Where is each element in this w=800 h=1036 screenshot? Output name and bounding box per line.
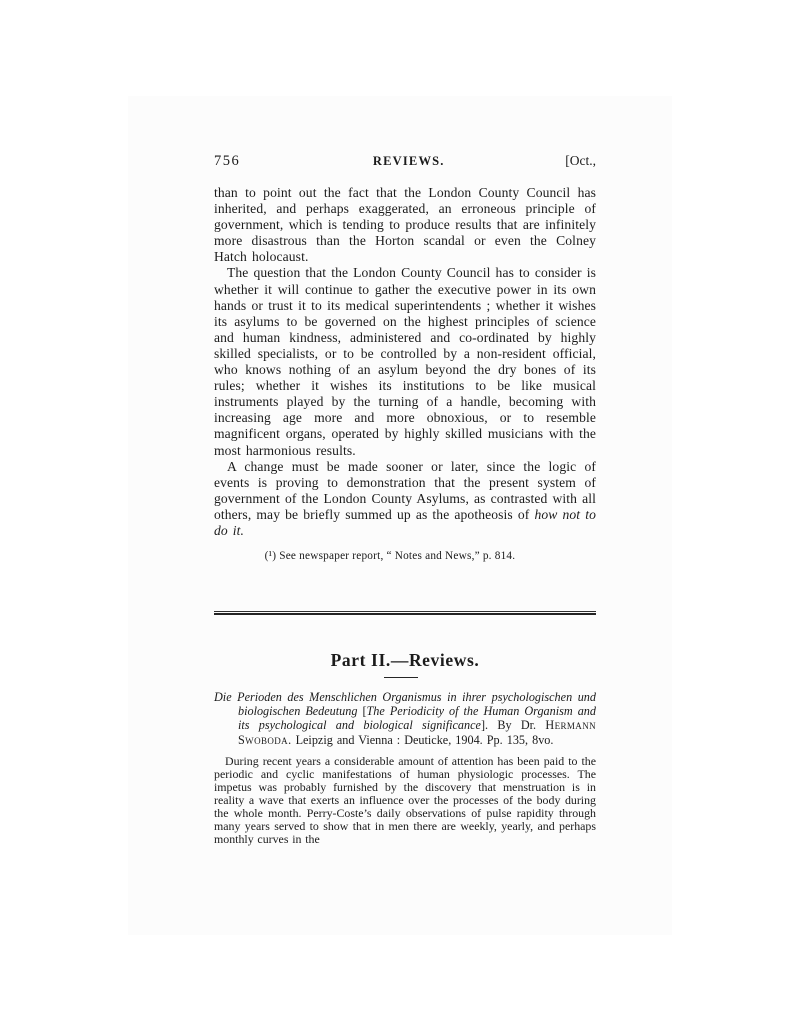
citation-bracket-open: [ [362,704,367,719]
footnote: (¹) See newspaper report, “ Notes and News,” p. 814. [264,550,516,563]
journal-page [128,96,672,935]
section-title: Part II.—Reviews. [330,650,480,671]
closing-italic-phrase: how not to do it. [214,506,596,538]
running-title: REVIEWS. [372,154,445,168]
citation-translation: The Periodicity of the Human Organism and its psychological and biological significance [238,704,596,733]
book-citation [214,690,596,747]
article-closing-paragraph [214,459,596,539]
closing-paragraph-text: A change must be made sooner or later, since the logic of events is proving to demonstration that the present system of government of the London County Asylums, as contrasted with all others, may be briefly summed up as the apotheosis of [214,458,596,522]
page-number: 756 [214,153,241,169]
article-paragraph: than to point out the fact that the London County Council has inherited, and perhaps exaggerated, an erroneous principle of government, which is tending to produce results that are infinitely more disastrous than the Horton scandal or even the Colney Hatch holocaust. [214,185,596,265]
issue-date: [Oct., [565,153,596,168]
section-divider-rule [214,611,596,615]
citation-imprint: Leipzig and Vienna : Deuticke, 1904. Pp. 135, 8vo. [291,732,554,747]
section-title-rule [384,677,418,678]
review-paragraph: During recent years a considerable amount of attention has been paid to the periodic and cyclic manifestations of human physiologic processes. The impetus was probably furnished by the discovery that menstruation is in reality a wave that exerts an influence over the processes of the body during the whole month. Perry-Coste’s daily observations of pulse rapidity through many years served to show that in men there are weekly, yearly, and perhaps monthly curves in the [214,753,596,847]
citation-german-title: Die Perioden des Menschlichen Organismus in ihrer psychologischen und biologischen Bedeutung [214,690,596,719]
article-paragraph: The question that the London County Council has to consider is whether it will continue to gather the executive power in its own hands or trust it to its medical superintendents ; whether it wishes its asylums to be governed on the highest principles of science and human kindness, administered and co-ordinated by highly skilled specialists, or to be controlled by a non-resident official, who knows nothing of an asylum beyond the dry bones of its rules; whether it wishes its institutions to be like musical instruments played by the turning of a handle, becoming with increasing age more and more obnoxious, or to resemble magnificent organs, operated by highly skilled musicians with the most harmonious results. [214,265,596,458]
citation-by: By Dr. [488,718,546,733]
citation-author: Hermann Swoboda. [238,718,596,747]
page-header [214,153,596,170]
citation-bracket-close: ]. [480,718,489,733]
